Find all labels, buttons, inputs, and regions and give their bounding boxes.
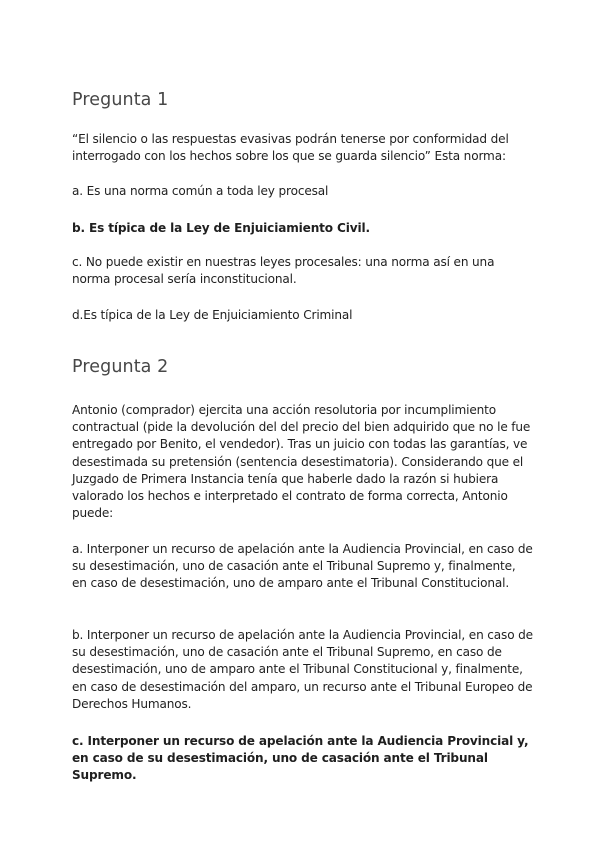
question-1-option-b-correct: b. Es típica de la Ley de Enjuiciamiento Civil. [72,221,370,235]
question-2-title: Pregunta 2 [72,357,169,377]
question-2-option-c-correct: c. Interponer un recurso de apelación ante la Audiencia Provincial y, en caso de su desestimación, uno de casación ante el Tribunal Supremo. [72,734,529,783]
question-2-stem: Antonio (comprador) ejercita una acción resolutoria por incumplimiento contractual (pide la devolución del del precio del bien adquirido que no le fue entregado por Benito, el vendedor). Tras un juicio con todas las garantías, ve desestimada su pretensión (sentencia desestimatoria). Considerando que el Juzgado de Primera Instancia tenía que haberle dado la razón si hubiera valorado los hechos e interpretado el contrato de forma correcta, Antonio puede: [72,403,531,521]
question-2-option-a: a. Interponer un recurso de apelación ante la Audiencia Provincial, en caso de su desestimación, uno de casación ante el Tribunal Supremo y, finalmente, en caso de desestimación, uno de amparo ante el Tribunal Constitucional. [72,542,533,591]
question-1-option-c: c. No puede existir en nuestras leyes procesales: una norma así en una norma procesal sería inconstitucional. [72,255,495,287]
question-1-option-d: d.Es típica de la Ley de Enjuiciamiento Criminal [72,308,353,322]
question-2-option-b: b. Interponer un recurso de apelación ante la Audiencia Provincial, en caso de su desestimación, uno de casación ante el Tribunal Supremo, en caso de desestimación, uno de amparo ante el Tribunal Constitucional y, finalmente, en caso de desestimación del amparo, un recurso ante el Tribunal Europeo de Derechos Humanos. [72,628,533,711]
question-1-stem: “El silencio o las respuestas evasivas podrán tenerse por conformidad del interrogado con los hechos sobre los que se guarda silencio” Esta norma: [72,132,509,164]
question-1-title: Pregunta 1 [72,90,169,110]
question-1-option-a: a. Es una norma común a toda ley procesal [72,184,329,198]
